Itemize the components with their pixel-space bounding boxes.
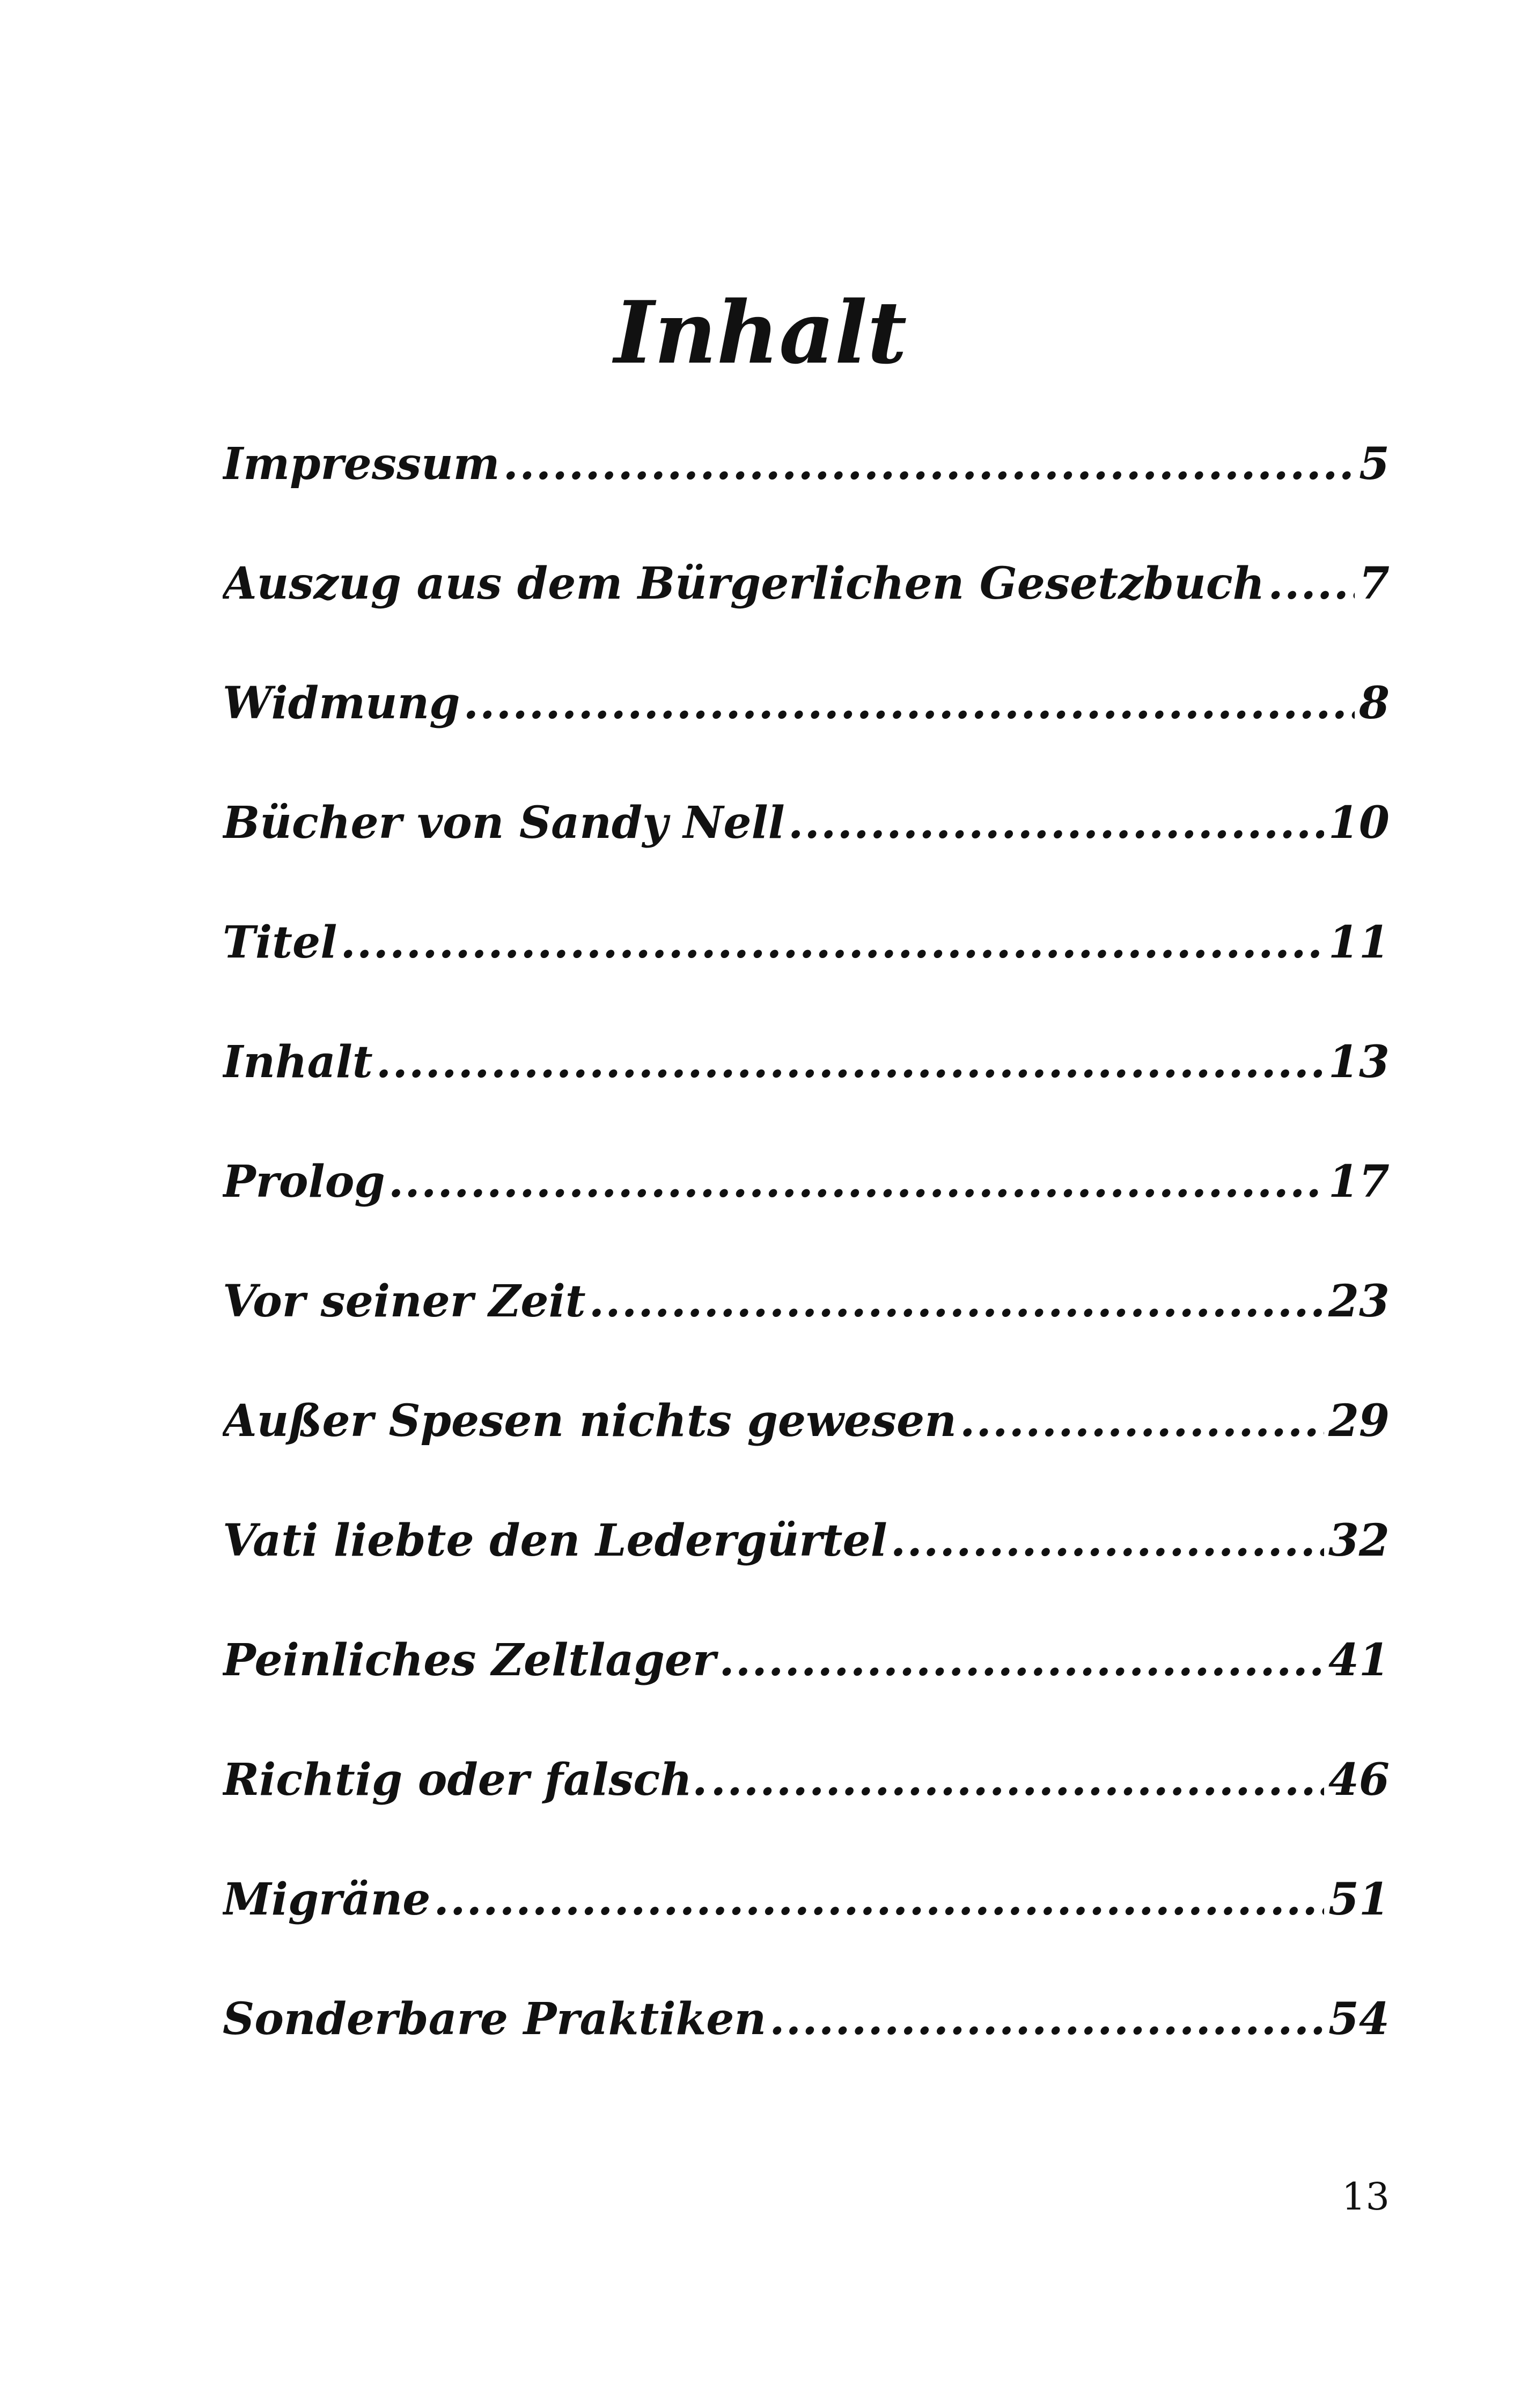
dot-leader: [891, 1508, 1324, 1573]
dot-leader: [589, 1269, 1324, 1334]
toc-entry-page: 10: [1328, 797, 1390, 849]
toc-entry: [223, 1987, 1390, 2107]
toc-entry-title: Peinliches Zeltlager: [223, 1634, 716, 1686]
toc-entry-page: 5: [1358, 438, 1390, 490]
toc-entry: [223, 1867, 1390, 1987]
toc-entry: [223, 1508, 1390, 1628]
toc-entry-title: Bücher von Sandy Nell: [223, 797, 785, 849]
toc-entry-page: 51: [1328, 1874, 1390, 1925]
toc-entry: [223, 1389, 1390, 1508]
toc-entry-title: Auszug aus dem Bürgerlichen Gesetzbuch: [223, 558, 1265, 609]
toc-entry-title: Migräne: [223, 1874, 431, 1925]
page-title: Inhalt: [614, 282, 907, 383]
toc-entry: [223, 910, 1390, 1030]
toc-entry-title: Außer Spesen nichts gewesen: [223, 1395, 957, 1447]
toc-entry-title: Vati liebte den Ledergürtel: [223, 1515, 887, 1566]
toc-entry: [223, 671, 1390, 791]
toc-entry: [223, 1269, 1390, 1389]
dot-leader: [1268, 551, 1355, 616]
toc-entry-page: 11: [1328, 917, 1390, 968]
dot-leader: [463, 671, 1354, 735]
dot-leader: [788, 791, 1324, 855]
toc-entry-page: 41: [1328, 1634, 1390, 1686]
toc-entry-page: 7: [1358, 558, 1390, 609]
toc-entry-page: 23: [1328, 1276, 1390, 1327]
dot-leader: [503, 432, 1355, 496]
toc-entry-page: 32: [1328, 1515, 1390, 1566]
toc-entry: [223, 1748, 1390, 1867]
dot-leader: [711, 1748, 1324, 1812]
toc-entry-title: Titel: [223, 917, 337, 968]
toc-entry: [223, 1030, 1390, 1150]
dot-leader: [719, 1628, 1324, 1692]
toc-entry-title: Widmung: [223, 678, 460, 729]
dot-leader: [433, 1867, 1324, 1932]
toc-entry-page: 8: [1358, 678, 1390, 729]
dot-leader: [340, 910, 1324, 975]
toc-entry-page: 29: [1328, 1395, 1390, 1447]
toc-entry: [223, 1150, 1390, 1269]
toc-entry: [223, 551, 1390, 671]
toc-entry-page: 54: [1328, 1993, 1390, 2045]
dot-leader: [388, 1150, 1324, 1214]
toc-entry: [223, 1628, 1390, 1748]
toc-entry-title: Richtig oder falsch.: [223, 1754, 708, 1806]
toc-entry-title: Inhalt: [223, 1036, 373, 1088]
toc-entry-page: 17: [1328, 1156, 1390, 1207]
toc-entry: [223, 791, 1390, 910]
page-number: 13: [1341, 2175, 1390, 2219]
toc-entry: [223, 432, 1390, 551]
toc-entry-title: Sonderbare Praktiken: [223, 1993, 767, 2045]
table-of-contents: [223, 432, 1390, 2107]
dot-leader: [960, 1389, 1324, 1453]
dot-leader: [769, 1987, 1324, 2051]
toc-entry-page: 13: [1328, 1036, 1390, 1088]
toc-entry-title: Impressum: [223, 438, 500, 490]
toc-entry-title: Vor seiner Zeit: [223, 1276, 586, 1327]
toc-entry-page: 46: [1328, 1754, 1390, 1806]
toc-entry-title: Prolog: [223, 1156, 385, 1207]
dot-leader: [376, 1030, 1324, 1094]
